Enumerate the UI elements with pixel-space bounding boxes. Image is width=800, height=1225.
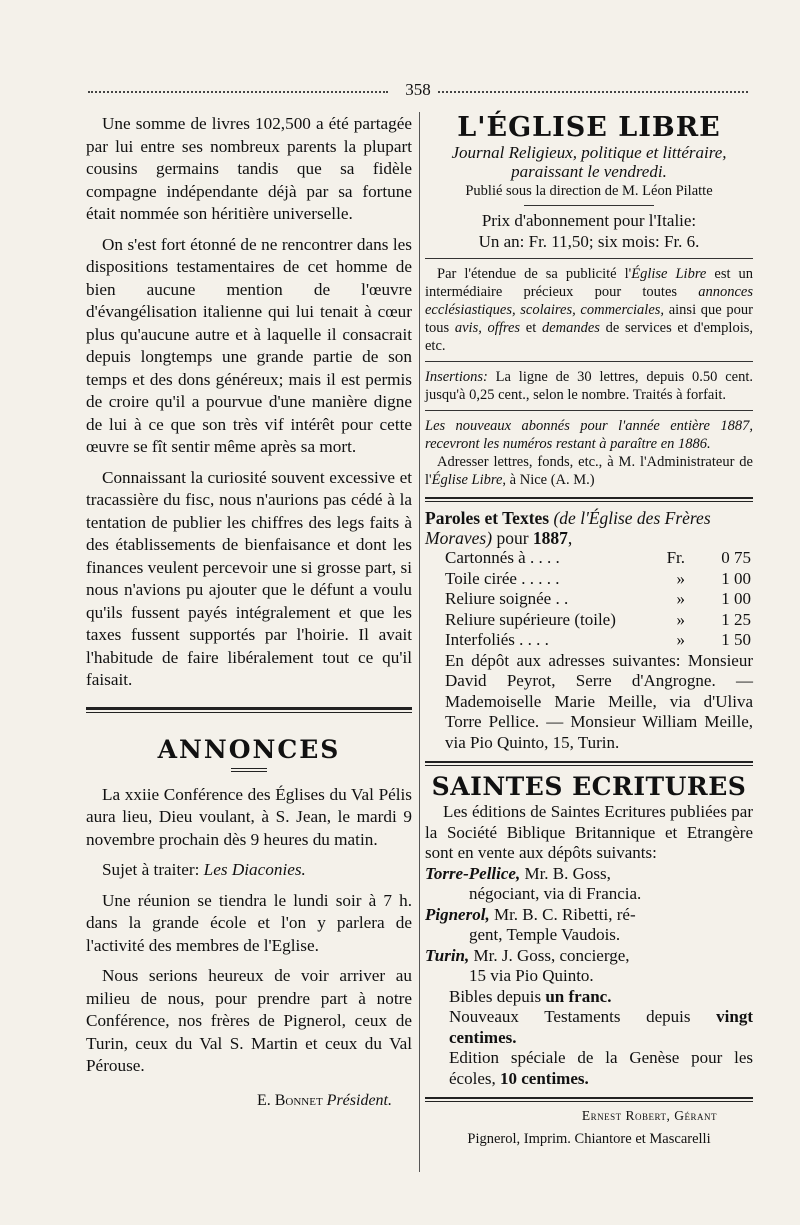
price-list <box>425 548 753 651</box>
section-divider <box>425 1097 753 1102</box>
rule <box>425 410 753 411</box>
publicity-part: ainsi que pour tous <box>425 302 753 336</box>
printer-line: Pignerol, Imprim. Chiantore et Mascarelli <box>467 1131 711 1147</box>
announcement-conference: La xxiie Conférence des Églises du Val Pélis aura lieu, Dieu voulant, à S. Jean, le mardi 9 novembre prochain dès 9 heures du matin. <box>86 784 412 849</box>
article-paragraph-2: On s'est fort étonné de ne rencontrer dans les dispositions testamentaires de cet homme de bien aucune mention de l'œuvre d'évangélisation italienne qui lui tenait à cœur plus qu'aucune autre et à laquelle il consacrait depuis longtemps une grande partie de son temps et des dons généreux; mais il est permis de croire qu'il a pourvue d'une manière digne de lui à ce que son très vif intérêt pour cette œuvre se fît sentir même après sa mort. <box>86 234 412 456</box>
insertions-label: Insertions: <box>425 369 488 385</box>
paroles-year: 1887 <box>532 528 568 548</box>
paroles-for: pour <box>492 528 533 548</box>
depot-torre-pellice <box>425 864 753 885</box>
announcement-subject <box>86 859 412 882</box>
price-amount: 0 75 <box>721 548 751 567</box>
page-header <box>88 80 748 104</box>
publicity-text <box>425 265 753 355</box>
price-label: Reliure soignée . . <box>445 589 569 608</box>
header-dotted-rule-right <box>438 91 748 93</box>
publicity-part: avis, offres <box>454 320 521 336</box>
depot-addresses: En dépôt aux adresses suivantes: Monsieur David Peyrot, Serre d'Angrogne. — Mademoiselle Marie Meille, via d'Uliva Torre Pellice. — Monsieur William Meille, via Pio Quinto, 15, Turin. <box>445 650 753 752</box>
price-currency: » <box>676 630 685 649</box>
paroles-title: Paroles et Textes <box>425 508 550 528</box>
depot-city: Pignerol, <box>425 904 490 924</box>
genese-amount: 10 centimes. <box>499 1068 589 1088</box>
publicity-part: et <box>520 320 542 336</box>
bibles-price <box>425 987 753 1008</box>
subscription-prices: Un an: Fr. 11,50; six mois: Fr. 6. <box>478 232 700 251</box>
publicity-part: Par l'étendue de sa publicité l' <box>437 266 632 282</box>
depot-turin <box>425 946 753 967</box>
depot-city: Turin, <box>425 945 470 965</box>
short-rule <box>524 205 654 206</box>
annonces-heading: ANNONCES <box>157 734 341 764</box>
insertions-text <box>425 368 753 404</box>
price-amount: 1 00 <box>721 568 751 588</box>
publicity-part: Église Libre <box>631 266 707 282</box>
testaments-text: Nouveaux Testaments depuis <box>449 1007 717 1026</box>
testaments-amount: vingt centimes. <box>449 1007 753 1047</box>
new-subscribers-note: Les nouveaux abonnés pour l'année entière 1887, recevront les numéros restant à paraître en 1886. <box>425 418 753 452</box>
paroles-subtitle: (de l'Église des Frères Moraves) <box>425 508 711 548</box>
price-currency: Fr. <box>666 548 685 567</box>
rule <box>425 361 753 362</box>
section-divider <box>86 707 412 713</box>
signature-title: Président. <box>326 1091 392 1109</box>
price-currency: » <box>676 568 685 588</box>
depot-pignerol <box>425 905 753 926</box>
price-row <box>425 610 753 631</box>
bibles-text: Bibles depuis <box>449 986 546 1006</box>
left-column <box>86 113 412 1110</box>
gerant-line: Ernest Robert, Gérant <box>581 1108 717 1123</box>
price-row <box>425 589 753 610</box>
eglise-libre-direction: Publié sous la direction de M. Léon Pilatte <box>465 183 713 199</box>
price-row <box>425 630 753 651</box>
genese-price <box>425 1048 753 1089</box>
header-dotted-rule-left <box>88 91 388 93</box>
depot-address: 15 via Pio Quinto. <box>469 966 594 985</box>
announcement-invitation: Nous serions heureux de voir arriver au milieu de nous, pour prendre part à notre Conférence, nos frères de Pignerol, ceux de Turin, ceux du Val S. Martin et ceux du Val Pérouse. <box>86 966 412 1075</box>
section-divider <box>425 497 753 502</box>
address-part: , à Nice (A. M.) <box>502 472 595 488</box>
price-label: Cartonnés à . . . . <box>445 548 560 567</box>
publicity-part: est un intermédiaire précieux pour toutes <box>425 266 753 300</box>
depot-address: gent, Temple Vaudois. <box>469 925 621 944</box>
price-label: Reliure supérieure (toile) <box>445 609 616 629</box>
price-amount: 1 00 <box>721 589 751 608</box>
eglise-libre-subtitle: Journal Religieux, politique et littéraire, <box>451 143 727 162</box>
page-number: 358 <box>405 80 431 99</box>
eglise-libre-frequency: paraissant le vendredi. <box>511 162 667 181</box>
signature <box>86 1092 412 1110</box>
publicity-part: demandes <box>541 320 600 336</box>
publicity-part: annonces ecclésiastiques, scolaires, commerciales, <box>425 284 753 318</box>
eglise-libre-title: L'ÉGLISE LIBRE <box>457 112 721 143</box>
heading-rule <box>231 768 267 772</box>
price-label: Interfoliés . . . . <box>445 630 549 649</box>
depot-agent: Mr. J. Goss, concierge, <box>469 945 630 965</box>
genese-text: Edition spéciale de la Genèse pour les écoles, <box>449 1048 753 1088</box>
column-divider <box>419 112 420 1172</box>
section-divider <box>425 761 753 766</box>
article-paragraph-3: Connaissant la curiosité souvent excessive et tracassière du fisc, nous n'aurions pas cédé à la tentation de publier les chiffres des legs faits à des établissements de bienfaisance et dont les finances veulent percevoir une si grosse part, si nous n'avions pu ajouter que le défunt a voulu qu'ils fussent payés intégralement et que les taxes fussent supportés par l'hoirie. Il avait l'habitude de faire libéralement tout ce qu'il faisait. <box>86 467 412 689</box>
rule <box>425 258 753 259</box>
depot-city: Torre-Pellice, <box>425 863 521 883</box>
address-note <box>425 453 753 489</box>
bibles-amount: un franc. <box>545 986 612 1006</box>
price-label: Toile cirée . . . . . <box>445 568 560 588</box>
editions-text: Les éditions de Saintes Ecritures publiées par la Société Biblique Britannique et Etrangère sont en vente aux dépôts suivants: <box>425 802 753 862</box>
subject-label: Sujet à traiter: <box>102 860 204 879</box>
article-paragraph-1: Une somme de livres 102,500 a été partagée par lui entre ses nombreux parents la plupart cousins germains tandis que sa fidèle compagne indépendante déjà par sa fortune était nommée son héritière universelle. <box>86 114 412 223</box>
depot-agent: Mr. B. C. Ribetti, ré- <box>489 904 636 924</box>
price-currency: » <box>676 589 685 608</box>
address-part: Adresser lettres, fonds, etc., à M. l'Administrateur de l' <box>425 454 753 488</box>
price-row <box>425 548 753 569</box>
signature-name: E. Bonnet <box>256 1091 327 1109</box>
price-row <box>425 569 753 590</box>
depot-address: négociant, via di Francia. <box>469 884 642 903</box>
right-column <box>425 113 753 1148</box>
price-currency: » <box>676 609 685 629</box>
paroles-comma: , <box>567 528 573 548</box>
subscription-price-heading: Prix d'abonnement pour l'Italie: <box>481 211 697 230</box>
publicity-part: de services et d'emplois, etc. <box>425 320 753 354</box>
insertions-rates: La ligne de 30 lettres, depuis 0.50 cent. jusqu'à 0,25 cent., selon le nombre. Traités à forfait. <box>425 369 753 403</box>
saintes-ecritures-heading: SAINTES ECRITURES <box>431 772 747 801</box>
paroles-textes-heading <box>425 508 753 548</box>
testaments-price <box>425 1007 753 1048</box>
price-amount: 1 25 <box>721 609 751 629</box>
price-amount: 1 50 <box>721 630 751 649</box>
depot-agent: Mr. B. Goss, <box>520 863 611 883</box>
announcement-meeting: Une réunion se tiendra le lundi soir à 7 h. dans la grande école et l'on y parlera de l'activité des membres de l'Eglise. <box>86 890 412 955</box>
subject-text: Les Diaconies. <box>203 860 306 879</box>
address-part: Église Libre <box>431 472 503 488</box>
